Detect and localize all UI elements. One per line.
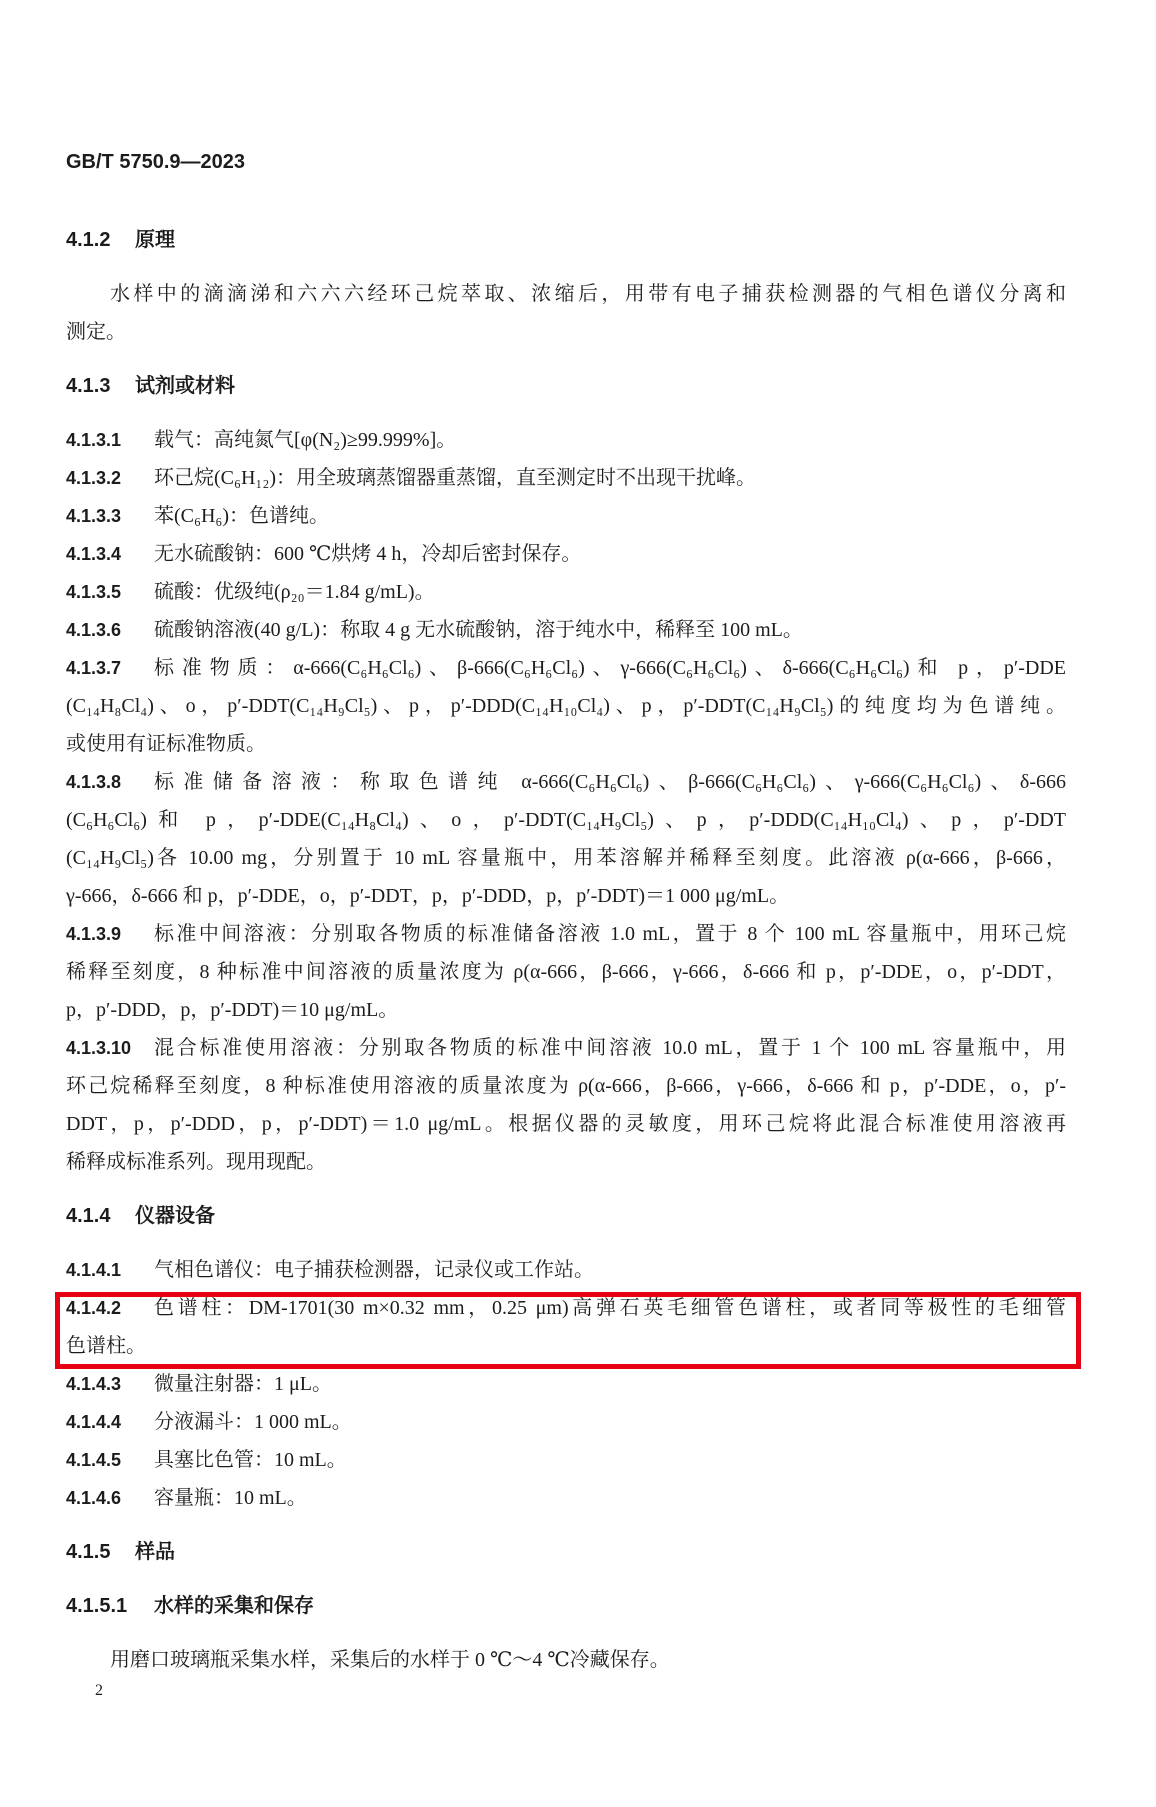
clause-text: 载气：高纯氮气[φ(N₂)≥99.999%]。 [154, 429, 457, 451]
clause-4-1-3-7 [66, 649, 1066, 763]
clause-text: 无水硫酸钠：600 ℃烘烤 4 h，冷却后密封保存。 [154, 543, 582, 565]
paragraph-line: 用磨口玻璃瓶采集水样，采集后的水样于 0 ℃～4 ℃冷藏保存。 [110, 1649, 670, 1671]
clause-text: 混合标准使用溶液：分别取各物质的标准中间溶液 10.0 mL，置于 1 个 100 mL 容量瓶中，用 [154, 1037, 1066, 1059]
section-number: 4.1.5 [66, 1541, 111, 1563]
clause-text: p，p′-DDD，p，p′-DDT)＝10 μg/mL。 [66, 999, 399, 1021]
clause-first-line [66, 1289, 1066, 1327]
clause-4-1-3-2 [66, 459, 1066, 497]
clause-first-line [66, 497, 1066, 535]
clause-number: 4.1.3.8 [66, 772, 122, 792]
clause-text: 环己烷(C₆H₁₂)：用全玻璃蒸馏器重蒸馏，直至测定时不出现干扰峰。 [154, 467, 757, 489]
clause-4-1-3-4 [66, 535, 1066, 573]
section-heading-4-1-5 [66, 1533, 1066, 1571]
clause-number: 4.1.3.2 [66, 468, 122, 488]
clause-first-line [66, 535, 1066, 573]
clause-text: γ-666，δ-666 和 p，p′-DDE，o，p′-DDT，p，p′-DDD，p，p′-DDT)＝1 000 μg/mL。 [66, 885, 790, 907]
clause-number: 4.1.4.3 [66, 1374, 122, 1394]
clause-first-line [66, 611, 1066, 649]
clause-text: 标准储备溶液：称取色谱纯 α-666(C₆H₆Cl₆)、β-666(C₆H₆Cl₆)、γ-666(C₆H₆Cl₆)、δ-666 [154, 771, 1066, 793]
clause-number: 4.1.4.4 [66, 1412, 122, 1432]
clause-first-line [66, 1479, 1066, 1517]
clause-first-line [66, 573, 1066, 611]
clause-first-line [66, 763, 1066, 801]
clause-text: 稀释至刻度，8 种标准中间溶液的质量浓度为 ρ(α-666，β-666，γ-666，δ-666 和 p，p′-DDE，o，p′-DDT， [66, 961, 1066, 983]
clause-number: 4.1.4.6 [66, 1488, 122, 1508]
section-title: 原理 [135, 229, 175, 251]
clause-text: 标准物质：α-666(C₆H₆Cl₆)、β-666(C₆H₆Cl₆)、γ-666(C₆H₆Cl₆)、δ-666(C₆H₆Cl₆)和 p，p′-DDE [154, 657, 1066, 679]
paragraph-line: 测定。 [66, 321, 126, 343]
clause-text: 稀释成标准系列。现用现配。 [66, 1151, 326, 1173]
section-heading-4-1-4 [66, 1197, 1066, 1235]
clause-text: 标准中间溶液：分别取各物质的标准储备溶液 1.0 mL，置于 8 个 100 mL 容量瓶中，用环己烷 [154, 923, 1066, 945]
section-title: 样品 [135, 1541, 175, 1563]
clause-text: (C₆H₆Cl₆)和 p，p′-DDE(C₁₄H₈Cl₄)、o，p′-DDT(C₁₄H₉Cl₅)、p，p′-DDD(C₁₄H₁₀Cl₄)、p，p′-DDT [66, 809, 1066, 831]
section-title: 试剂或材料 [135, 375, 235, 397]
clause-number: 4.1.3.9 [66, 924, 122, 944]
clause-text: 或使用有证标准物质。 [66, 733, 266, 755]
clause-4-1-4-1 [66, 1251, 1066, 1289]
clause-4-1-3-6 [66, 611, 1066, 649]
clause-first-line [66, 459, 1066, 497]
page-number: 2 [95, 1682, 103, 1699]
clause-text: 色谱柱：DM-1701(30 m×0.32 mm，0.25 μm)高弹石英毛细管色谱柱，或者同等极性的毛细管 [154, 1297, 1066, 1319]
clause-first-line [66, 649, 1066, 687]
clause-text: (C₁₄H₈Cl₄)、o，p′-DDT(C₁₄H₉Cl₅)、p，p′-DDD(C₁₄H₁₀Cl₄)、p，p′-DDT(C₁₄H₉Cl₅)的纯度均为色谱纯。 [66, 695, 1066, 717]
clause-number: 4.1.3.7 [66, 658, 122, 678]
clause-4-1-3-1 [66, 421, 1066, 459]
clause-text: 环己烷稀释至刻度，8 种标准使用溶液的质量浓度为 ρ(α-666，β-666，γ-666，δ-666 和 p，p′-DDE，o，p′- [66, 1075, 1066, 1097]
clause-first-line [66, 1441, 1066, 1479]
clause-number: 4.1.3.3 [66, 506, 122, 526]
clause-4-1-4-5 [66, 1441, 1066, 1479]
section-number: 4.1.4 [66, 1205, 111, 1227]
clause-4-1-3-10 [66, 1029, 1066, 1181]
clause-4-1-3-5 [66, 573, 1066, 611]
clause-4-1-3-8 [66, 763, 1066, 915]
clause-number: 4.1.4.2 [66, 1298, 122, 1318]
clause-first-line [66, 1251, 1066, 1289]
clause-number: 4.1.3.1 [66, 430, 122, 450]
clause-text: 分液漏斗：1 000 mL。 [154, 1411, 352, 1433]
clause-number: 4.1.3.5 [66, 582, 122, 602]
clause-text: 具塞比色管：10 mL。 [154, 1449, 347, 1471]
clause-4-1-4-6 [66, 1479, 1066, 1517]
clause-first-line [66, 421, 1066, 459]
section-title: 仪器设备 [135, 1205, 215, 1227]
paragraph-principle [66, 275, 1066, 351]
clause-number: 4.1.3.10 [66, 1038, 132, 1058]
clause-number: 4.1.4.1 [66, 1260, 122, 1280]
clause-first-line [66, 915, 1066, 953]
clause-text: 硫酸钠溶液(40 g/L)：称取 4 g 无水硫酸钠，溶于纯水中，稀释至 100 mL。 [154, 619, 803, 641]
clause-first-line [66, 1365, 1066, 1403]
section-heading-4-1-3 [66, 367, 1066, 405]
section-number: 4.1.2 [66, 229, 111, 251]
clause-text: 色谱柱。 [66, 1335, 146, 1357]
clause-text: DDT，p，p′-DDD，p，p′-DDT)＝1.0 μg/mL。根据仪器的灵敏度，用环己烷将此混合标准使用溶液再 [66, 1113, 1066, 1135]
clause-text: 容量瓶：10 mL。 [154, 1487, 307, 1509]
clause-first-line [66, 1029, 1066, 1067]
clause-4-1-4-3 [66, 1365, 1066, 1403]
clause-number: 4.1.4.5 [66, 1450, 122, 1470]
clause-first-line [66, 1403, 1066, 1441]
clause-text: 苯(C₆H₆)：色谱纯。 [154, 505, 330, 527]
document-body [66, 221, 1066, 1679]
standard-code: GB/T 5750.9—2023 [66, 151, 245, 173]
clause-4-1-4-4 [66, 1403, 1066, 1441]
paragraph-sampling [66, 1641, 1066, 1679]
section-heading-4-1-2 [66, 221, 1066, 259]
clause-text: (C₁₄H₉Cl₅)各 10.00 mg，分别置于 10 mL 容量瓶中，用苯溶解并稀释至刻度。此溶液 ρ(α-666，β-666， [66, 847, 1066, 869]
clause-4-1-4-2 [66, 1289, 1066, 1365]
clause-number: 4.1.3.6 [66, 620, 122, 640]
clause-number: 4.1.3.4 [66, 544, 122, 564]
clause-text: 硫酸：优级纯(ρ₂₀＝1.84 g/mL)。 [154, 581, 435, 603]
subsection-heading-4-1-5-1 [66, 1587, 1066, 1625]
clause-text: 微量注射器：1 μL。 [154, 1373, 332, 1395]
clause-text: 气相色谱仪：电子捕获检测器，记录仪或工作站。 [154, 1259, 594, 1281]
clause-4-1-3-9 [66, 915, 1066, 1029]
subsection-number: 4.1.5.1 [66, 1595, 128, 1617]
paragraph-line: 水样中的滴滴涕和六六六经环己烷萃取、浓缩后，用带有电子捕获检测器的气相色谱仪分离和 [110, 283, 1066, 305]
subsection-title: 水样的采集和保存 [154, 1595, 314, 1617]
clause-4-1-3-3 [66, 497, 1066, 535]
section-number: 4.1.3 [66, 375, 111, 397]
